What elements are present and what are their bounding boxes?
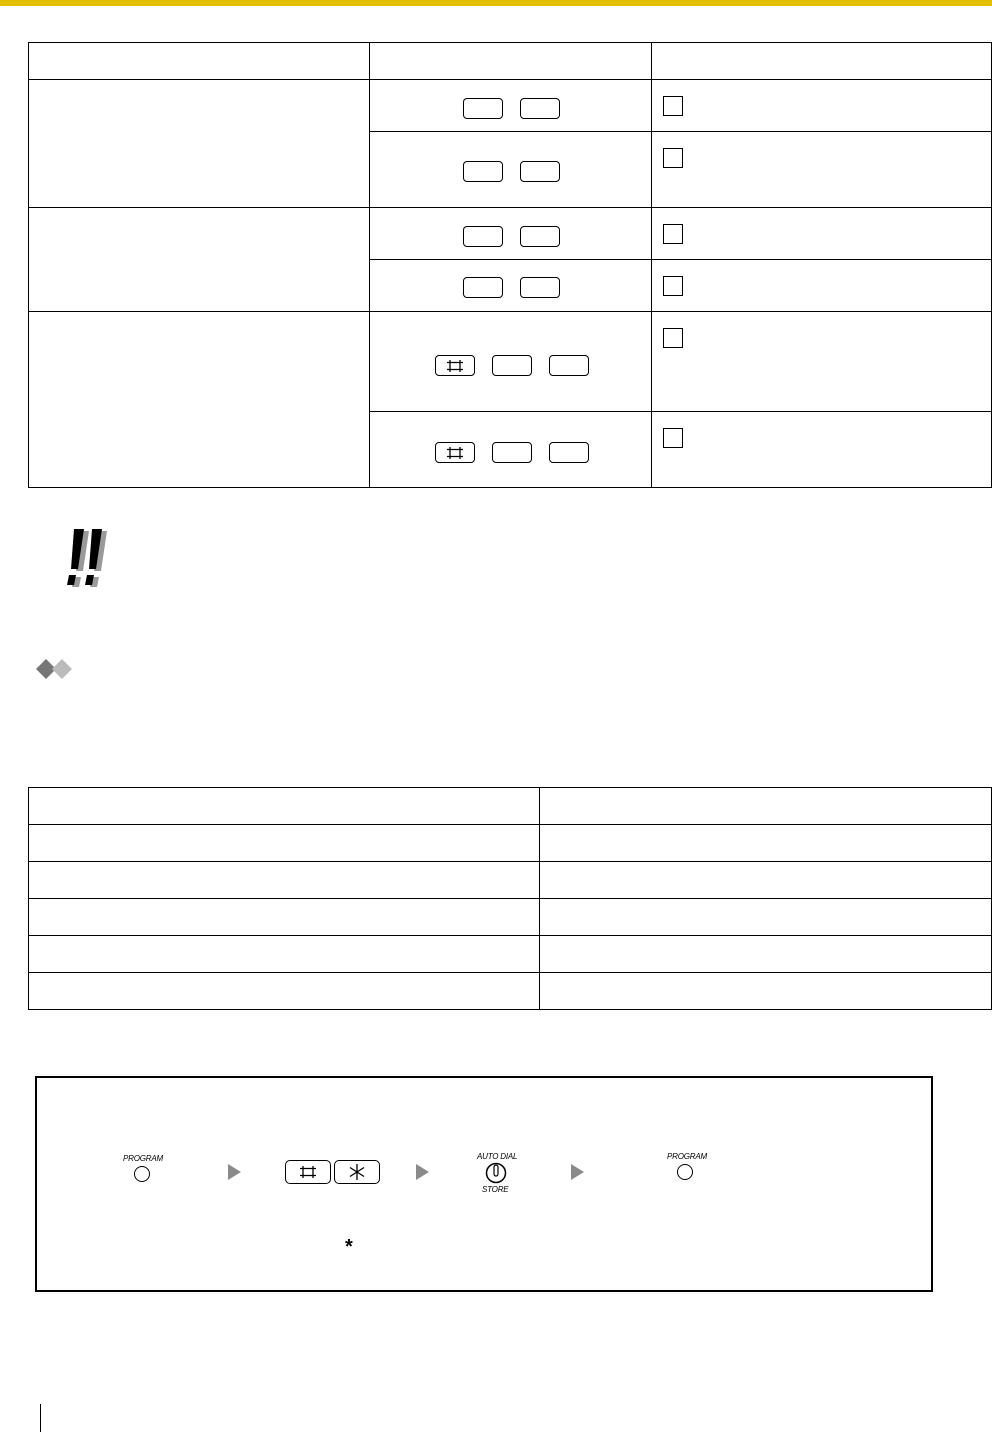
group-divider [29,311,991,312]
step-arrow-icon [228,1164,241,1180]
checkbox-icon [663,328,683,348]
hash-icon [298,1164,318,1180]
row-divider [29,898,991,899]
settings-table [28,42,992,488]
program-button[interactable] [134,1166,150,1182]
column-divider [651,43,652,487]
program-button[interactable] [677,1164,693,1180]
row-divider [369,411,991,412]
dial-key [463,161,503,182]
hash-icon [435,442,475,463]
checkbox-icon [663,148,683,168]
group-divider [29,207,991,208]
dial-key [463,98,503,119]
program-label: PROGRAM [123,1154,163,1163]
row-divider [29,935,991,936]
column-divider [369,43,370,487]
hash-key [435,355,475,376]
row-divider [369,259,991,260]
star-icon [347,1163,367,1181]
row-divider [29,824,991,825]
row-divider [369,131,991,132]
hash-key[interactable] [285,1160,331,1184]
checkbox-icon [663,428,683,448]
program-label: PROGRAM [667,1152,707,1161]
diamond-bullet-icon [36,658,76,680]
checkbox-icon [663,276,683,296]
step-arrow-icon [416,1164,429,1180]
dial-key [520,226,560,247]
row-divider [29,972,991,973]
auto-dial-label: AUTO DIAL [477,1152,518,1161]
auto-dial-store-button[interactable] [485,1162,507,1184]
programming-procedure-box [35,1076,933,1292]
checkbox-icon [663,96,683,116]
caution-double-exclamation-icon [60,527,116,591]
hash-icon [435,355,475,376]
hash-key [435,442,475,463]
dial-key [492,355,532,376]
dial-key [549,442,589,463]
dial-key [520,98,560,119]
list-table [28,787,992,1010]
dial-key [463,226,503,247]
dial-key [549,355,589,376]
dial-key [463,277,503,298]
dial-key [492,442,532,463]
step-arrow-icon [571,1164,584,1180]
header-row-divider [29,79,991,80]
store-label: STORE [482,1185,509,1194]
dial-key [520,277,560,298]
star-key[interactable] [334,1160,380,1184]
row-divider [29,861,991,862]
header-accent-bar [0,0,992,6]
dial-key [520,161,560,182]
checkbox-icon [663,224,683,244]
footer-divider [40,1404,41,1432]
footnote-asterisk: * [345,1236,353,1258]
